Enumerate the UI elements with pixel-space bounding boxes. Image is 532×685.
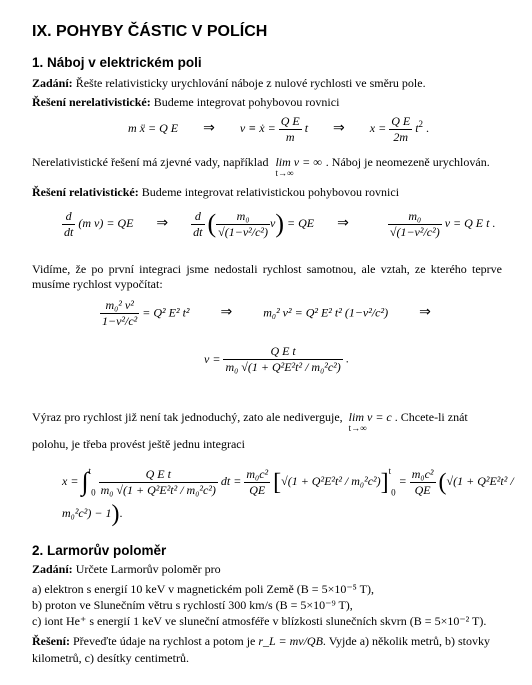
zadani-2 — [32, 562, 221, 577]
equation-rel: $\frac{d}{dt}$ (m v) = QE ⇒ $\frac{d}{dt}$ ( $\frac{\text{m₀}}{\text{√(1−v²/c²)}}$ v) = QE ⇒ $\frac{\text{m₀}}{\text{√(1−v²/c²)}}$ v = Q E t . — [64, 208, 496, 239]
vidime-paragraph: Vidíme, že po první integraci jsme nedostali rychlost samotnou, ale vztah, ze kterého teprve musíme rychlost vypočítat: — [32, 262, 502, 291]
zadani-2-label: Zadání: — [32, 562, 73, 576]
polohu-paragraph: polohu, je třeba provést ještě jednu integraci — [32, 437, 245, 451]
vyraz-paragraph: Výraz pro rychlost již není tak jednoduchý, zato ale nediverguje, lim v = c t→∞ . Chcete-li znát — [32, 410, 468, 433]
nerel-text: Budeme integrovat pohybovou rovnici — [150, 95, 340, 109]
equation-position: x = ∫$^t$0 $\frac{\text{Q E t}}{\text{m₀ √(1 + Q²E²t² / m₀²c²)}}$ dt = $\frac{\text{m₀c²}}{QE}$ $[√(1 + Q^2E^2t^2 / m_0^2c^2)]^t0$ = $\frac{\text{m₀c²}}{QE}$ (√(1 + Q²E²t² / m₀²c²) − 1). — [62, 466, 514, 527]
rel-intro — [32, 185, 399, 200]
list-item-c: c) iont He⁺ s energií 1 keV ve sluneční atmosféře v blízkosti slunečních skvrn (B = 5×10⁻² T). — [32, 614, 487, 628]
zadani-1-label: Zadání: — [32, 76, 73, 90]
zadani-2-text: Určete Larmorův poloměr pro — [72, 562, 221, 576]
nerel-label: Řešení nerelativistické: — [32, 95, 151, 109]
list-item-a: a) elektron s energií 10 keV v magnetickém poli Země (B = 5×10⁻⁵ T), — [32, 582, 374, 596]
list-item-b: b) proton ve Slunečním větru s rychlostí 300 km/s (B = 5×10⁻⁹ T), — [32, 598, 353, 612]
reseni-2-cont: kilometrů, c) desítky centimetrů. — [32, 651, 189, 665]
subsection-1-title: 1. Náboj v elektrickém poli — [32, 55, 202, 70]
limit-nerel: lim v = ∞ t→∞ — [275, 155, 322, 178]
nerel-vady: Nerelativistické řešení má zjevné vady, například lim v = ∞ t→∞ . Náboj je neomezeně urychlován. — [32, 155, 490, 178]
zadani-1 — [32, 76, 426, 91]
larmor-formula: r_L = mv/QB — [258, 634, 323, 648]
equation-velocity-relation: $\frac{\text{m₀² v²}}{\text{1−v²/c²}}$ = Q² E² t² ⇒ m₀² v² = Q² E² t² (1−v²/c²) ⇒ — [102, 298, 431, 328]
equation-nerel: m ẍ = Q E ⇒ v ≡ ẋ = $\frac{\text{Q E}}{m}$ t ⇒ x = $\frac{\text{Q E}}{2m}$ $t^2$ . — [128, 113, 430, 144]
reseni-2: Řešení: Převeďte údaje na rychlost a potom je r_L = mv/QB. Vyjde a) několik metrů, b) stovky — [32, 634, 491, 648]
zadani-1-text: Řešte relativisticky urychlování náboje z nulové rychlosti ve směru pole. — [72, 76, 426, 90]
subsection-2-title: 2. Larmorův poloměr — [32, 543, 167, 558]
nerel-intro — [32, 95, 339, 110]
rel-label: Řešení relativistické: — [32, 185, 139, 199]
equation-velocity: v = $\frac{\text{Q E t}}{\text{m₀ √(1 + Q²E²t² / m₀²c²)}}$ . — [204, 344, 349, 374]
rel-text: Budeme integrovat relativistickou pohybovou rovnici — [138, 185, 400, 199]
limit-rel: lim v = c t→∞ — [348, 410, 392, 433]
section-title: IX. POHYBY ČÁSTIC V POLÍCH — [32, 23, 268, 40]
reseni-2-label: Řešení: — [32, 634, 70, 648]
